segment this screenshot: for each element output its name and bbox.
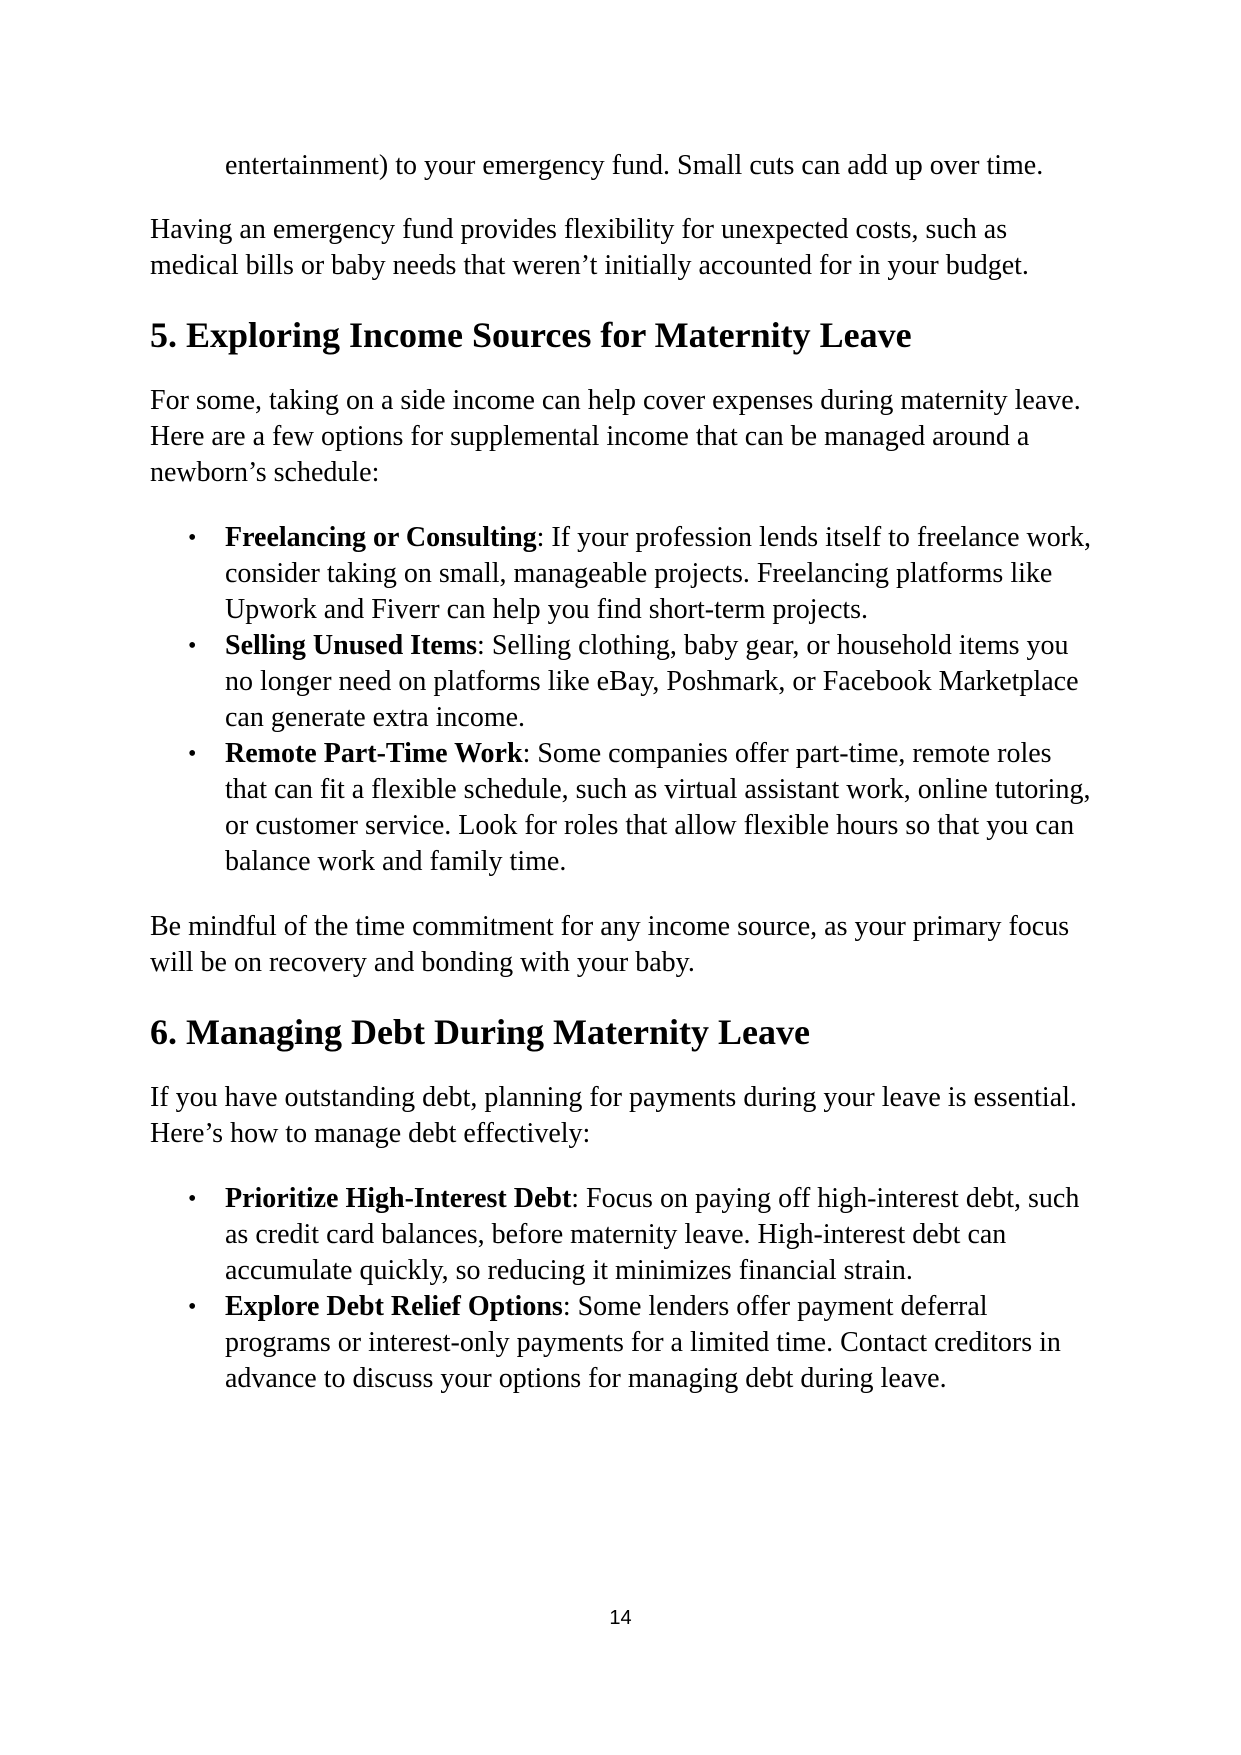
list-item — [150, 520, 1100, 628]
section-6-intro: If you have outstanding debt, planning for payments during your leave is essential. Here’s how to manage debt effectively: — [150, 1082, 1077, 1149]
debt-management-list — [150, 1181, 1100, 1397]
page-content — [150, 148, 1100, 1426]
list-item — [150, 1181, 1100, 1289]
list-item-term: Explore Debt Relief Options — [225, 1291, 563, 1322]
page-number: 14 — [609, 1607, 632, 1629]
bullet-icon: • — [188, 1294, 197, 1320]
bullet-icon: • — [188, 741, 197, 767]
list-item-text: : Some lenders offer payment deferral programs or interest-only payments for a limited time. Contact creditors in advance to discuss your options for managing debt during leave. — [225, 1291, 1061, 1394]
list-item-text: : Some companies offer part-time, remote roles that can fit a flexible schedule, such as virtual assistant work, online tutoring, or customer service. Look for roles that allow flexible hours so that you can balance work and family time. — [225, 738, 1091, 877]
bullet-icon: • — [188, 633, 197, 659]
list-item-text: : Selling clothing, baby gear, or household items you no longer need on platforms like eBay, Poshmark, or Facebook Marketplace can generate extra income. — [225, 630, 1079, 733]
list-item — [150, 1289, 1100, 1397]
continued-list-text: entertainment) to your emergency fund. Small cuts can add up over time. — [225, 150, 1044, 181]
income-sources-list — [150, 520, 1100, 880]
bullet-icon: • — [188, 525, 197, 551]
emergency-fund-paragraph: Having an emergency fund provides flexibility for unexpected costs, such as medical bills or baby needs that weren’t initially accounted for in your budget. — [150, 214, 1029, 281]
section-5-heading: 5. Exploring Income Sources for Maternity Leave — [150, 315, 912, 355]
list-item-term: Freelancing or Consulting — [225, 522, 537, 553]
bullet-icon: • — [188, 1186, 197, 1212]
section-5-intro: For some, taking on a side income can help cover expenses during maternity leave. Here are a few options for supplemental income that can be managed around a newborn’s schedule: — [150, 385, 1081, 488]
section-6-heading: 6. Managing Debt During Maternity Leave — [150, 1012, 810, 1052]
list-item — [150, 736, 1100, 880]
list-item-term: Remote Part-Time Work — [225, 738, 523, 769]
list-item-text: : Focus on paying off high-interest debt, such as credit card balances, before maternity leave. High-interest debt can accumulate quickly, so reducing it minimizes financial strain. — [225, 1183, 1080, 1286]
list-item-term: Prioritize High-Interest Debt — [225, 1183, 572, 1214]
list-item — [150, 628, 1100, 736]
section-5-outro: Be mindful of the time commitment for any income source, as your primary focus will be on recovery and bonding with your baby. — [150, 911, 1070, 978]
list-item-term: Selling Unused Items — [225, 630, 478, 661]
list-item-text: : If your profession lends itself to freelance work, consider taking on small, manageable projects. Freelancing platforms like Upwork and Fiverr can help you find short-term projects. — [225, 522, 1092, 625]
